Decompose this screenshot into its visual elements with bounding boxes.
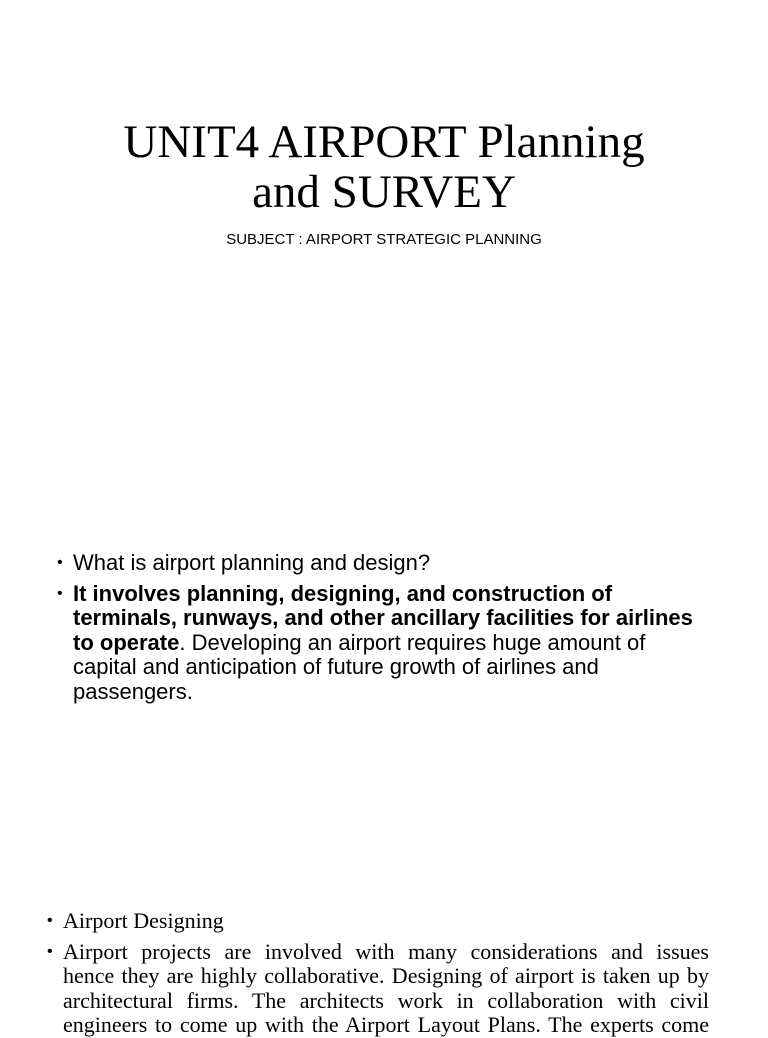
bullet-text: What is airport planning and design? bbox=[73, 550, 431, 575]
bullet-icon: • bbox=[47, 912, 53, 929]
paragraph-line: architectural firms. The architects work in collaboration with civil bbox=[63, 987, 709, 1013]
slide-subtitle: SUBJECT : AIRPORT STRATEGIC PLANNING bbox=[226, 231, 542, 248]
bullet-icon: • bbox=[47, 943, 53, 960]
bullet-icon: • bbox=[57, 585, 63, 602]
slide-title: UNIT4 AIRPORT Planning and SURVEY bbox=[123, 116, 645, 218]
list-item bbox=[47, 939, 709, 1038]
paragraph-line: Airport projects are involved with many considerations and issues bbox=[63, 939, 709, 964]
bullet-icon: • bbox=[57, 554, 63, 571]
list-item bbox=[57, 550, 705, 575]
paragraph-line: hence they are highly collaborative. Designing of airport is taken up by bbox=[63, 963, 709, 989]
list-item bbox=[47, 908, 709, 933]
bullet-bold-text: It involves planning, designing, and construction of terminals, runways, and other ancillary facilities for airlines to operate bbox=[73, 581, 693, 655]
bullet-text: . Developing an airport requires huge amount of capital and anticipation of future growth of airlines and passengers. bbox=[73, 629, 646, 704]
bullet-heading-text: Airport Designing bbox=[63, 908, 224, 933]
paragraph-line: engineers to come up with the Airport Layout Plans. The experts come bbox=[63, 1012, 709, 1038]
list-item bbox=[57, 581, 705, 704]
